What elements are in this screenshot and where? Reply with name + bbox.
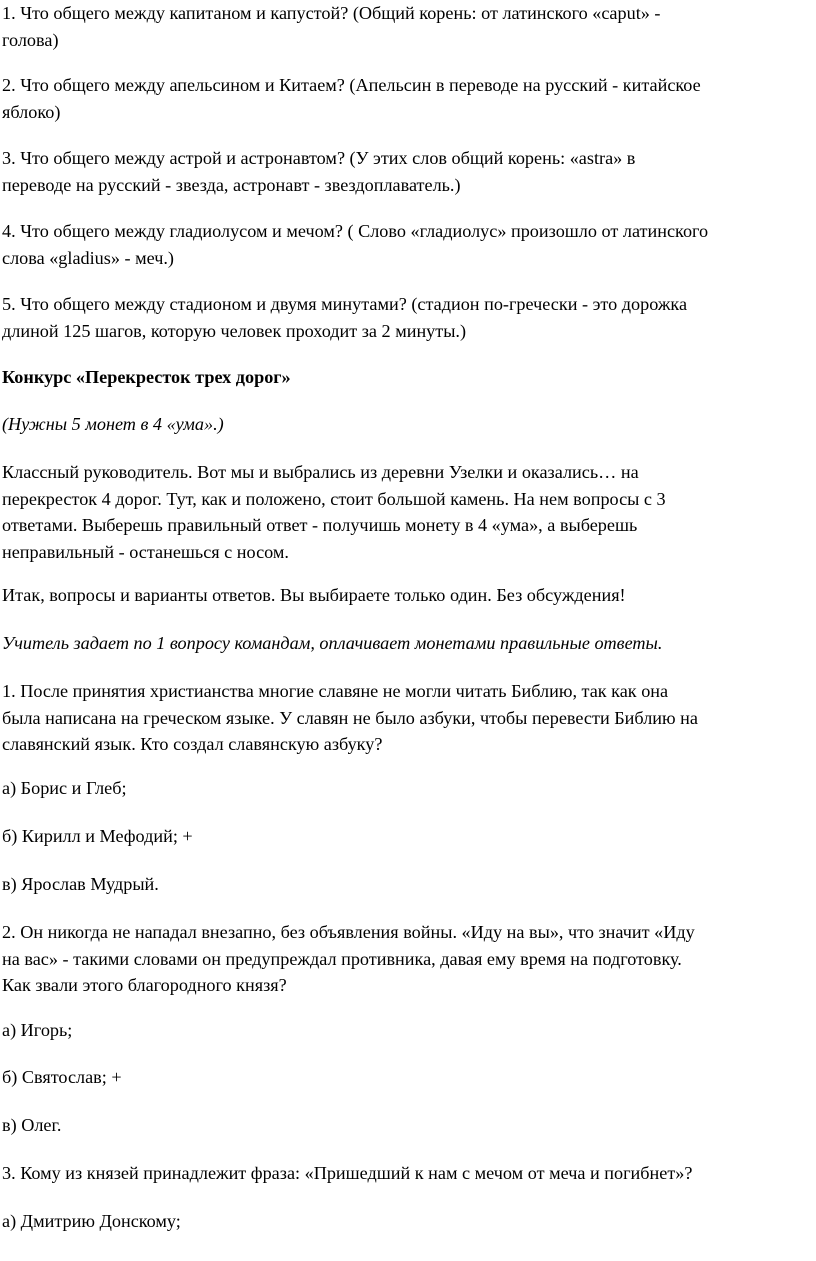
quiz-1-answer-c: в) Ярослав Мудрый. [2,874,159,894]
question-4: 4. Что общего между гладиолусом и мечом? ( Слово «гладиолус» произошло от латинского слова «gladius» - меч.) [2,221,709,268]
question-2: 2. Что общего между апельсином и Китаем? (Апельсин в переводе на русский - китайское яблоко) [2,75,701,122]
quiz-1-answer-a: а) Борис и Глеб; [2,778,127,798]
intro-paragraph: Классный руководитель. Вот мы и выбрались из деревни Узелки и оказались… на перекресток 4 дорог. Тут, как и положено, стоит большой камень. На нем вопросы с 3 ответами. Выберешь правильный ответ - получишь монету в 4 «ума», а выберешь неправильный - останешься с носом. [2,462,666,562]
quiz-2-answer-c: в) Олег. [2,1115,62,1135]
quiz-question-1: 1. После принятия христианства многие славяне не могли читать Библию, так как она была написана на греческом языке. У славян не было азбуки, чтобы перевести Библию на славянский язык. Кто создал славянскую азбуку? [2,681,698,754]
quiz-2-answer-b: б) Святослав; + [2,1067,122,1087]
contest-note: (Нужны 5 монет в 4 «ума».) [2,414,224,434]
quiz-question-3: 3. Кому из князей принадлежит фраза: «Пришедший к нам с мечом от меча и погибнет»? [2,1163,693,1183]
question-1: 1. Что общего между капитаном и капустой? (Общий корень: от латинского «caput» - голова) [2,3,661,50]
quiz-2-answer-a: а) Игорь; [2,1020,73,1040]
teacher-note: Учитель задает по 1 вопросу командам, оплачивает монетами правильные ответы. [2,633,663,653]
rules-line: Итак, вопросы и варианты ответов. Вы выбираете только один. Без обсуждения! [2,585,626,605]
quiz-3-answer-a: а) Дмитрию Донскому; [2,1211,181,1231]
question-3: 3. Что общего между астрой и астронавтом? (У этих слов общий корень: «astra» в переводе на русский - звезда, астронавт - звездоплаватель.) [2,148,636,195]
quiz-question-2: 2. Он никогда не нападал внезапно, без объявления войны. «Иду на вы», что значит «Иду на вас» - такими словами он предупреждал противника, давая ему время на подготовку. Как звали этого благородного князя? [2,922,695,995]
question-5: 5. Что общего между стадионом и двумя минутами? (стадион по-гречески - это дорожка длиной 125 шагов, которую человек проходит за 2 минуты.) [2,294,688,341]
contest-title: Конкурс «Перекресток трех дорог» [2,367,291,387]
quiz-1-answer-b: б) Кирилл и Мефодий; + [2,826,193,846]
